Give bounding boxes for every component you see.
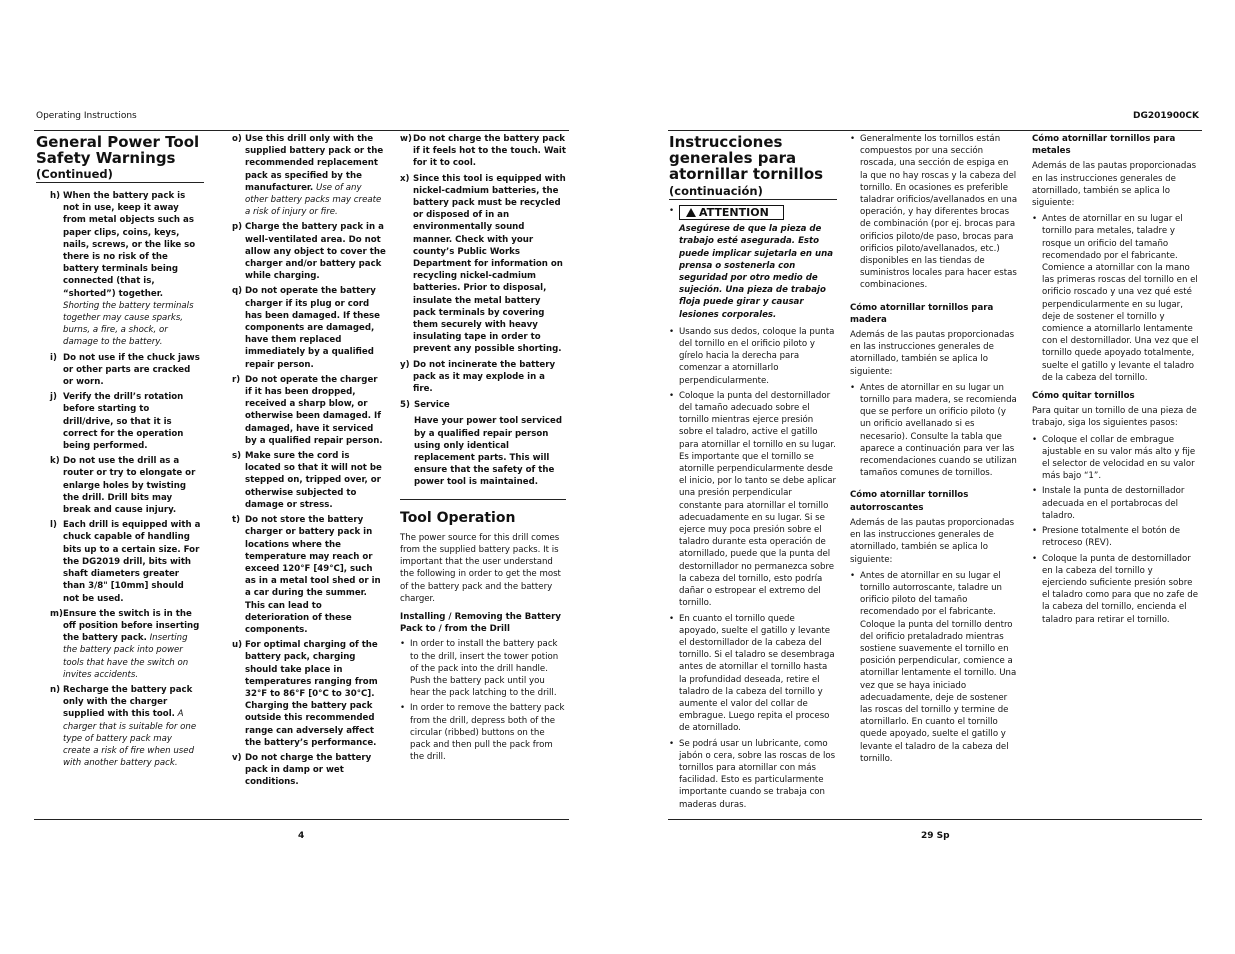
warning-item-label: q): [232, 286, 243, 297]
install-bullet: • In order to install the battery pack to the drill, insert the tower potion of the pack into the drill handle. Push the battery pack until you hear the pack latching to the drill.: [400, 638, 566, 699]
warning-item: [400, 133, 566, 170]
warning-item-text: [413, 359, 566, 396]
warning-item-bold: Do not store the battery charger or battery pack in locations where the temperature may reach or exceed 120°F [49°C], such as in a metal tool shed or in a car during the summer. This can lead to deterioration of these components.: [245, 515, 381, 635]
tool-operation-intro: The power source for this drill comes from the supplied battery packs. It is important that the user understand the following in order to get the most of the battery pack and the battery charger.: [400, 532, 561, 604]
warning-item: [232, 221, 386, 282]
metal-screw-heading: Cómo atornillar tornillos para metales: [1032, 134, 1176, 157]
warning-item-bold: Do not charge the battery pack if it feels hot to the touch. Wait for it to cool.: [413, 134, 566, 169]
warning-item-text: [245, 514, 386, 636]
install-bullet-text: In order to remove the battery pack from the drill, depress both of the circular (ribbed) buttons on the pack and then pull the pack from the drill.: [410, 703, 565, 763]
warning-item-label: n): [50, 684, 61, 695]
wood-screw-heading: Cómo atornillar tornillos para madera: [850, 302, 994, 325]
warning-item: [400, 173, 566, 356]
warning-item-text: [245, 639, 386, 749]
warning-item: [232, 285, 386, 370]
warning-item-label: w): [400, 134, 412, 144]
warning-item: [232, 752, 386, 789]
warning-item: [50, 190, 202, 349]
warning-item-bold: Since this tool is equipped with nickel-cadmium batteries, the battery pack must be recycled or disposed of in an environmentally sound manner. Check with your county’s Public Works Department for information on recycling nickel-cadmium batteries. Prior to disposal, insulate the metal battery pack terminals by covering them securely with heavy insulating tape in order to prevent any possible shorting.: [413, 173, 566, 355]
warning-item: [50, 519, 202, 604]
warning-item: [50, 684, 202, 769]
warning-item-bold: Verify the drill’s rotation before starting to drill/drive, so that it is correct for the operation being performed.: [63, 392, 184, 452]
warning-item-label: r): [232, 374, 241, 385]
top-rule-left: [34, 130, 569, 131]
bullet-item: • Coloque la punta del destornillador del tamaño adecuado sobre el tornillo mientras ejerce presión sobre el taladro, active el gatillo para atornillar el tornillo en su lugar. Es importante que el tornillo se atornille perpendicularmente desde el inicio, por lo tanto se debe aplicar una presión perpendicular constante para atornillar el tornillo adecuadamente en su lugar. Si se ejerce muy poca presión sobre el taladro durante esta operación de atornillado, puede que la punta del destornillador no permanezca sobre la cabeza del tornillo, esto podría dañar o estropear el extremo del tornillo.: [669, 390, 836, 609]
bottom-rule-right: [668, 819, 1202, 820]
bullet-item-text: Coloque la punta de destornillador en la cabeza del tornillo y ejerciendo suficiente presión sobre el taladro como para que no zafe de la cabeza del tornillo, encienda el taladro para retirar el tornillo.: [1042, 553, 1199, 625]
warning-item-bold: Do not operate the battery charger if its plug or cord has been damaged. If these components are damaged, have them replaced immediately by a qualified repair person.: [245, 286, 380, 370]
warning-item-text: [245, 450, 386, 511]
left-column-2: [232, 133, 386, 792]
bullet-item-text: Se podrá usar un lubricante, como jabón o cera, sobre las roscas de los tornillos para atornillar con más facilidad. Esto es particularmente importante cuando se trabaja con maderas duras.: [679, 738, 836, 810]
remove-screw-intro: Para quitar un tornillo de una pieza de trabajo, siga los siguientes pasos:: [1032, 406, 1197, 429]
warning-item-text: [63, 190, 202, 349]
right-title-line3: atornillar tornillos: [669, 165, 824, 183]
warning-item-label: i): [50, 352, 57, 363]
warning-item: [50, 455, 202, 516]
left-subtitle: (Continued): [36, 167, 204, 183]
bullet-item-text: Coloque la punta del destornillador del tamaño adecuado sobre el tornillo mientras ejerce presión sobre el taladro, active el gatillo para atornillar el tornillo en su lugar. Es importante que el tornillo se atornille perpendicularmente desde el inicio, por lo tanto se debe aplicar una presión perpendicular constante para atornillar el tornillo adecuadamente en su lugar. Si se ejerce muy poca presión sobre el taladro durante esta operación de atornillado, puede que la punta del destornillador no permanezca sobre la cabeza del tornillo, esto podría dañar o estropear el extremo del tornillo.: [679, 390, 836, 609]
bullet-item-text: Usando sus dedos, coloque la punta del tornillo en el orificio piloto y gírelo hacia la derecha para comenzar a atornillarlo perpendicularmente.: [679, 326, 835, 386]
top-rule-right: [668, 130, 1202, 131]
metal-screw-bullet: • Antes de atornillar en su lugar el tornillo para metales, taladre y rosque un orificio del tamaño recomendado por el fabricante. Comience a atornillar con la mano las primeras roscas del tornillo en el orificio roscado y una vez qué esté perpendicularmente en su lugar, deje de sostener el tornillo y comience a atornillarlo lentamente con el destornillador. Una vez que el tornillo quede apoyado totalmente, suelte el gatillo y levante el taladro de la cabeza del tornillo.: [1032, 214, 1199, 383]
warning-item-bold: For optimal charging of the battery pack, charging should take place in temperatures ranging from 32°F to 86°F [0°C to 30°C]. Charging the battery pack outside this recommended range can adversely affect the battery’s performance.: [245, 640, 378, 748]
tool-operation-heading: Tool Operation: [400, 509, 516, 526]
screw-info-text: Generalmente los tornillos están compuestos por una sección roscada, una sección de espiga en la que no hay roscas y la cabeza del tornillo. En ocasiones es preferible taladrar orificios/avellanados en una operación, y hay diferentes brocas de combinación (por ej. brocas para orificios piloto/de paso, brocas para orificios piloto/avellanados, etc.) disponibles en las tiendas de suministros locales para hacer estas combinaciones.: [860, 134, 1018, 291]
remove-screw-heading: Cómo quitar tornillos: [1032, 391, 1135, 402]
warning-item-note: Shorting the battery terminals together may cause sparks, burns, a fire, a shock, or damage to the battery.: [63, 300, 194, 348]
service-text: Have your power tool serviced by a qualified repair person using only identical replacement parts. This will ensure that the safety of the power tool is maintained.: [414, 416, 562, 488]
warning-item: [232, 514, 386, 636]
warning-item-text: [63, 455, 202, 516]
left-column-3-list: [400, 133, 566, 395]
warning-item-text: [63, 391, 202, 452]
warning-item-text: [63, 519, 202, 604]
warning-item-bold: Do not charge the battery pack in damp or wet conditions.: [245, 752, 372, 788]
warning-item-bold: Do not use the drill as a router or try to elongate or enlarge holes by twisting the drill. Drill bits may break and cause injury.: [63, 456, 196, 516]
metal-screw-intro: Además de las pautas proporcionadas en las instrucciones generales de atornillado, también se aplica lo siguiente:: [1032, 161, 1197, 209]
warning-item-label: h): [50, 191, 61, 201]
warning-item: [232, 374, 386, 447]
warning-item-text: [63, 608, 202, 681]
right-column-1-bullets: [669, 326, 837, 811]
warning-item-bold: Do not operate the charger if it has been dropped, received a sharp blow, or otherwise been damaged. If damaged, have it serviced by a qualified repair person.: [245, 374, 383, 446]
right-column-2: [850, 133, 1018, 768]
left-page-number: 4: [298, 831, 305, 841]
warning-item-bold: Use this drill only with the supplied battery pack or the recommended replacement pack as specified by the manufacturer.: [245, 134, 384, 193]
screw-info-bullet: • Generalmente los tornillos están compuestos por una sección roscada, una sección de espiga en la que no hay roscas y la cabeza del tornillo. En ocasiones es preferible taladrar orificios/avellanados en una operación, y hay diferentes brocas de combinación (por ej. brocas para orificios piloto/de paso, brocas para orificios piloto/avellanados, etc.) disponibles en las tiendas de suministros locales para hacer estas combinaciones.: [850, 134, 1018, 291]
service-section: [400, 399, 566, 411]
attention-label: ATTENTION: [699, 206, 769, 219]
attention-text: Asegúrese de que la pieza de trabajo esté asegurada. Esto puede implicar sujetarla en una prensa o sostenerla con seguridad por otro medio de sujeción. Una pieza de trabajo floja puede girar y causar lesiones corporales.: [679, 224, 833, 320]
right-column-1: [669, 205, 837, 814]
warning-item: [232, 639, 386, 749]
bullet-item: • Coloque el collar de embrague ajustable en su valor más alto y fije el selector de velocidad en su valor más bajo “1”.: [1032, 434, 1200, 483]
bullet-item-text: Presione totalmente el botón de retroceso (REV).: [1042, 526, 1181, 549]
self-tapping-heading: Cómo atornillar tornillos autorroscantes: [850, 490, 969, 513]
left-column-1: [50, 190, 202, 772]
self-tapping-bullet: • Antes de atornillar en su lugar el tornillo autorroscante, taladre un orificio piloto del tamaño recomendado por el fabricante. Coloque la punta del tornillo dentro del orificio pretaladrado mientras sostiene suavemente el tornillo en posición perpendicular, comience a atornillar lentamente el tornillo. Una vez que se haya iniciado adecuadamente, deje de sostener las roscas del tornillo y termine de atornillarlo. En cuanto el tornillo quede apoyado, suelte el gatillo y levante el taladro de la cabeza del tornillo.: [850, 570, 1017, 764]
warning-item-text: [63, 352, 202, 389]
warning-item-text: [245, 285, 386, 370]
attention-bullet: • ATTENTION: [669, 205, 837, 220]
warning-item-label: o): [232, 134, 242, 144]
warning-item-bold: Do not incinerate the battery pack as it may explode in a fire.: [413, 359, 556, 395]
warning-item-text: [245, 221, 386, 282]
warning-item-note: Use of any other battery packs may create a risk of injury or fire.: [245, 182, 382, 218]
bullet-item: • Coloque la punta de destornillador en la cabeza del tornillo y ejerciendo suficiente presión sobre el taladro como para que no zafe de la cabeza del tornillo, encienda el taladro para retirar el tornillo.: [1032, 553, 1199, 625]
metal-screw-bullet-text: Antes de atornillar en su lugar el tornillo para metales, taladre y rosque un orificio del tamaño recomendado por el fabricante. Comience a atornillar con la mano las primeras roscas del tornillo en el orificio roscado y una vez qué esté perpendicularmente en su lugar, deje de sostener el tornillo y comience a atornillarlo lentamente con el destornillador. Una vez que el tornillo quede apoyado totalmente, suelte el gatillo y levante el taladro de la cabeza del tornillo.: [1042, 214, 1199, 383]
warning-item-label: j): [50, 392, 57, 403]
service-heading: Service: [414, 400, 450, 411]
warning-item-label: m): [50, 608, 63, 619]
wood-screw-bullet: • Antes de atornillar en su lugar un tornillo para madera, se recomienda que se perfore un orificio piloto (y un orificio avellanado si es necesario). Consulte la tabla que aparece a continuación para ver las recomendaciones cuando se utilizan tamaños comunes de tornillos.: [850, 382, 1017, 479]
warning-item: [232, 133, 386, 218]
right-title-block: [669, 134, 837, 200]
warning-item-label: y): [400, 359, 410, 370]
warning-item-label: u): [232, 640, 243, 651]
wood-screw-bullet-text: Antes de atornillar en su lugar un tornillo para madera, se recomienda que se perfore un orificio piloto (y un orificio avellanado si es necesario). Consulte la tabla que aparece a continuación para ver las recomendaciones cuando se utilizan tamaños comunes de tornillos.: [860, 382, 1017, 479]
warning-item-label: l): [50, 520, 57, 531]
attention-badge: [679, 205, 784, 220]
right-title-line1: Instrucciones: [669, 133, 783, 151]
warning-item-bold: Charge the battery pack in a well-ventilated area. Do not allow any object to cover the charger and/or battery pack while charging.: [245, 222, 386, 282]
warning-item-text: [245, 133, 386, 218]
warning-item: [400, 359, 566, 396]
bottom-rule-left: [34, 819, 569, 820]
warning-triangle-icon: [686, 208, 696, 217]
warning-item: [232, 450, 386, 511]
self-tapping-bullet-text: Antes de atornillar en su lugar el tornillo autorroscante, taladre un orificio piloto del tamaño recomendado por el fabricante. Coloque la punta del tornillo dentro del orificio pretaladrado mientras sostiene suavemente el tornillo en posición perpendicular, comience a atornillar lentamente el tornillo. Una vez que se haya iniciado adecuadamente, deje de sostener las roscas del tornillo y termine de atornillarlo. En cuanto el tornillo quede apoyado, suelte el gatillo y levante el taladro de la cabeza del tornillo.: [860, 570, 1017, 764]
warning-item-bold: When the battery pack is not in use, keep it away from metal objects such as paper clips, coins, keys, nails, screws, or the like so there is no risk of the battery terminals being connected (that is, “shorted”) together.: [63, 191, 196, 299]
right-title-line2: generales para: [669, 149, 797, 167]
warning-item-text: [63, 684, 202, 769]
warning-item: [50, 608, 202, 681]
bullet-item-text: En cuanto el tornillo quede apoyado, suelte el gatillo y levante el destornillador de la cabeza del tornillo. Si el taladro se desembraga antes de atornillar el tornillo hasta la profundidad deseada, retire el taladro de la cabeza del tornillo y aumente el valor del collar de embrague. Luego repita el proceso de atornillado.: [679, 613, 835, 734]
warning-item: [50, 352, 202, 389]
warning-item-bold: Recharge the battery pack only with the charger supplied with this tool.: [63, 684, 193, 720]
self-tapping-intro: Además de las pautas proporcionadas en las instrucciones generales de atornillado, también se aplica lo siguiente:: [850, 517, 1015, 565]
right-column-3: [1032, 133, 1200, 629]
warning-item-bold: Each drill is equipped with a chuck capable of handling bits up to a certain size. For the DG2019 drill, bits with shaft diameters greater than 3/8" [10mm] should not be used.: [63, 520, 201, 604]
tool-operation-divider: [400, 499, 566, 500]
header-left-label: Operating Instructions: [36, 111, 137, 121]
bullet-item-text: Instale la punta de destornillador adecuada en el portabrocas del taladro.: [1042, 486, 1185, 521]
bullet-item: • Usando sus dedos, coloque la punta del tornillo en el orificio piloto y gírelo hacia la derecha para comenzar a atornillarlo perpendicularmente.: [669, 326, 837, 387]
warning-item-label: v): [232, 752, 242, 763]
bullet-item: • En cuanto el tornillo quede apoyado, suelte el gatillo y levante el destornillador de la cabeza del tornillo. Si el taladro se desembraga antes de atornillar el tornillo hasta la profundidad deseada, retire el taladro de la cabeza del tornillo y aumente el valor del collar de embrague. Luego repita el proceso de atornillado.: [669, 613, 837, 735]
right-subtitle: (continuación): [669, 184, 837, 200]
bullet-item-text: Coloque el collar de embrague ajustable en su valor más alto y fije el selector de velocidad en su valor más bajo “1”.: [1042, 434, 1196, 482]
warning-item-text: [413, 133, 566, 170]
warning-item-label: x): [400, 173, 410, 184]
warning-item-label: p): [232, 222, 243, 233]
right-page-number: 29 Sp: [921, 831, 950, 841]
warning-item-text: [245, 374, 386, 447]
warning-item-label: t): [232, 515, 241, 526]
install-heading: Installing / Removing the Battery Pack to / from the Drill: [400, 611, 561, 635]
install-bullet: • In order to remove the battery pack from the drill, depress both of the circular (ribbed) buttons on the pack and then pull the pack from the drill.: [400, 703, 565, 763]
wood-screw-intro: Además de las pautas proporcionadas en las instrucciones generales de atornillado, también se aplica lo siguiente:: [850, 330, 1015, 377]
warning-item-bold: Ensure the switch is in the off position before inserting the battery pack.: [63, 608, 200, 644]
left-title-line2: Safety Warnings: [36, 149, 176, 167]
bullet-item: • Presione totalmente el botón de retroceso (REV).: [1032, 525, 1200, 549]
warning-item-bold: Make sure the cord is located so that it will not be stepped on, tripped over, or otherwise subjected to damage or stress.: [245, 451, 382, 510]
warning-item-label: s): [232, 451, 242, 462]
warning-item-note: A charger that is suitable for one type of battery pack may create a risk of fire when used with another battery pack.: [63, 709, 197, 769]
bullet-item: • Se podrá usar un lubricante, como jabón o cera, sobre las roscas de los tornillos para atornillar con más facilidad. Esto es particularmente importante cuando se trabaja con maderas duras.: [669, 738, 836, 810]
left-title-line1: General Power Tool: [36, 133, 200, 151]
warning-item-note: Inserting the battery pack into power tools that have the switch on invites accidents.: [63, 633, 189, 680]
warning-item-text: [245, 752, 386, 789]
left-title-block: [36, 134, 204, 183]
warning-item-bold: Do not use if the chuck jaws or other parts are cracked or worn.: [63, 352, 200, 388]
warning-item-text: [413, 173, 566, 356]
service-label: 5): [400, 400, 410, 411]
warning-item-label: k): [50, 456, 60, 467]
remove-screw-bullets: [1032, 434, 1200, 626]
header-model-number: DG201900CK: [1132, 111, 1199, 121]
warning-item: [50, 391, 202, 452]
install-bullet-text: In order to install the battery pack to the drill, insert the tower potion of the pack into the drill handle. Push the battery pack until you hear the pack latching to the drill.: [410, 639, 559, 699]
bullet-item: • Instale la punta de destornillador adecuada en el portabrocas del taladro.: [1032, 485, 1200, 522]
left-column-3: [400, 133, 566, 766]
